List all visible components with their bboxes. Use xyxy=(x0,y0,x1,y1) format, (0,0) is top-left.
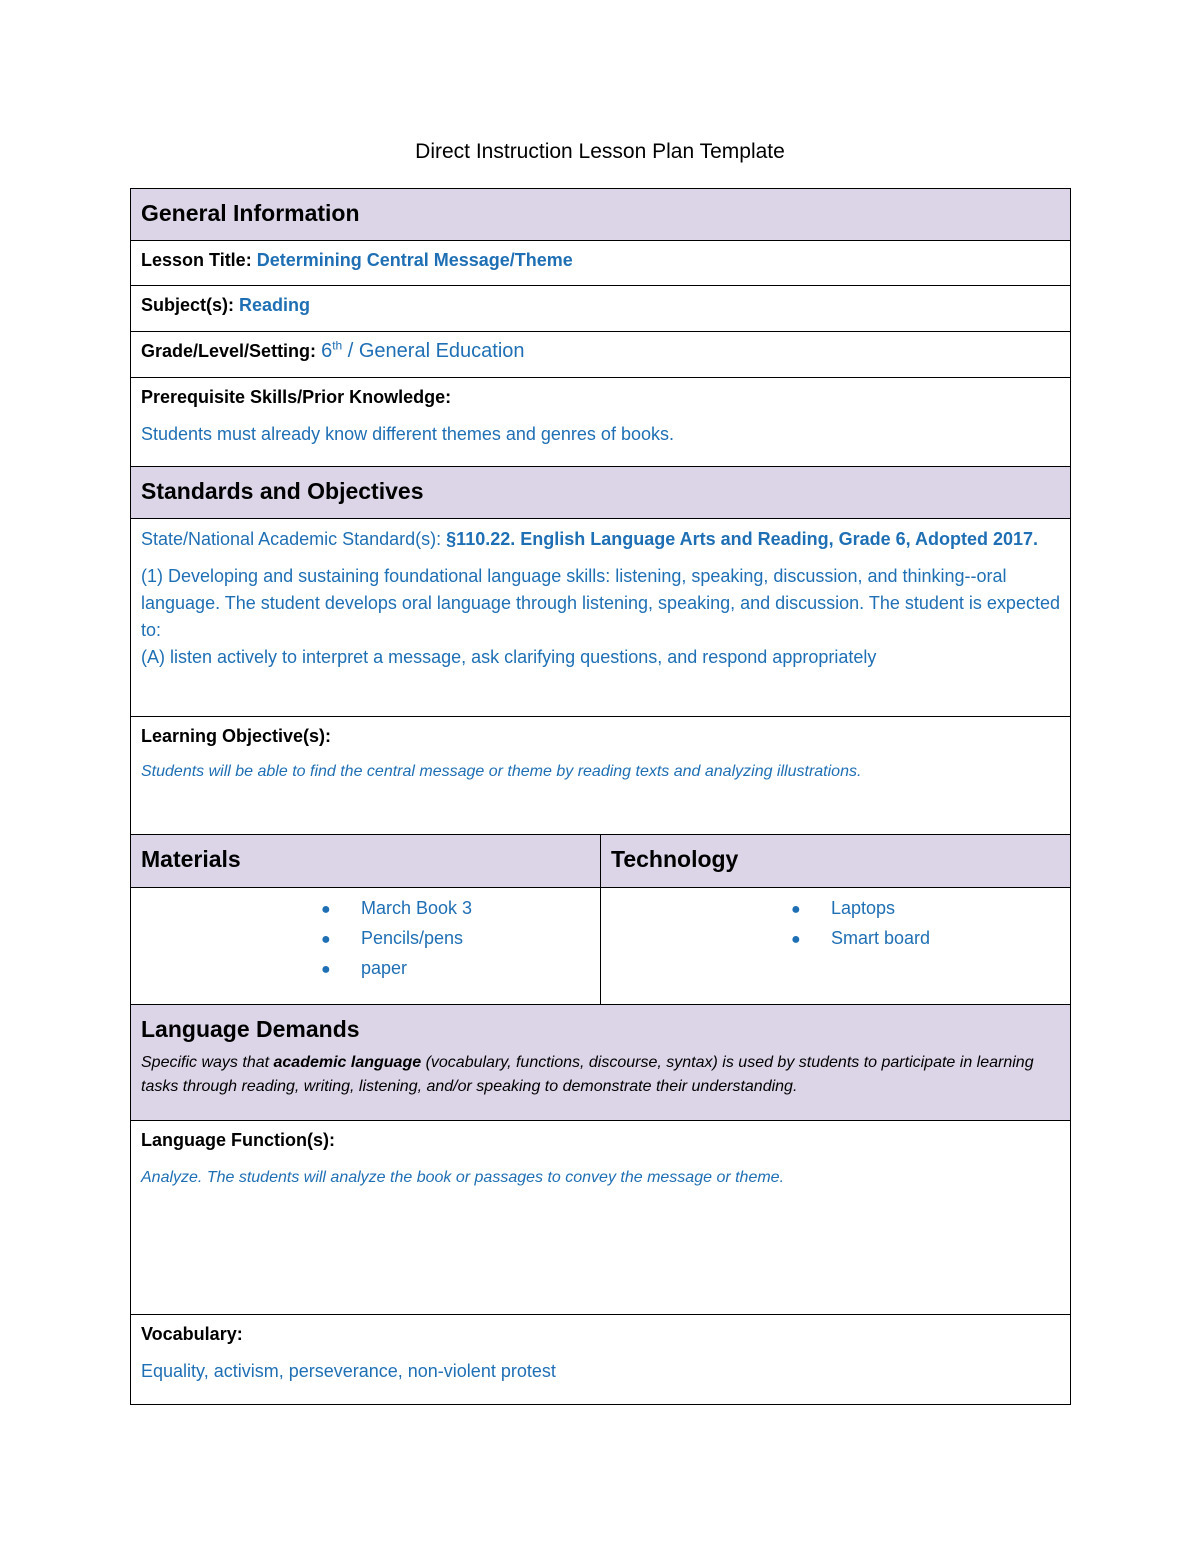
section-title: Language Demands xyxy=(141,1016,360,1042)
technology-list xyxy=(611,894,1060,954)
grade-number: 6 xyxy=(321,340,333,362)
section-title: Standards and Objectives xyxy=(141,478,424,504)
subject-value: Reading xyxy=(239,295,311,315)
subject-row xyxy=(131,286,1071,332)
list-item-label: Pencils/pens xyxy=(361,928,464,948)
grade-value xyxy=(321,340,524,362)
grade-row xyxy=(131,332,1071,378)
list-item xyxy=(321,924,590,954)
lesson-plan-table xyxy=(130,188,1071,1405)
list-item-label: March Book 3 xyxy=(361,898,473,918)
list-item-label: paper xyxy=(361,958,408,978)
standards-row xyxy=(131,519,1071,717)
subject-label: Subject(s): xyxy=(141,295,235,315)
language-function-label: Language Function(s): xyxy=(141,1130,335,1150)
language-demands-description xyxy=(141,1051,1060,1099)
grade-setting: / General Education xyxy=(342,340,525,362)
general-information-header xyxy=(131,189,1071,241)
list-item-label: Laptops xyxy=(831,898,896,918)
standard-label: State/National Academic Standard(s): xyxy=(141,529,442,549)
language-function-text: Analyze. The students will analyze the book or passages to convey the message or theme. xyxy=(141,1169,785,1186)
description-text: (vocabulary, functions, discourse, syntax) is used by students to participate in learning tasks through reading, writing, listening, and/or speaking to demonstrate their understanding. xyxy=(141,1054,1034,1095)
section-title: General Information xyxy=(141,200,360,226)
standard-item: (A) listen actively to interpret a message, ask clarifying questions, and respond appropriately xyxy=(141,647,877,667)
bullet-icon: ● xyxy=(791,901,801,918)
materials-header xyxy=(131,835,601,888)
list-item xyxy=(321,954,590,984)
objective-label: Learning Objective(s): xyxy=(141,726,332,746)
vocabulary-label: Vocabulary: xyxy=(141,1324,243,1344)
bullet-icon: ● xyxy=(321,931,331,948)
bullet-icon: ● xyxy=(791,931,801,948)
section-title: Materials xyxy=(141,846,241,872)
section-title: Technology xyxy=(611,846,739,872)
language-demands-header xyxy=(131,1005,1071,1121)
lesson-title-value: Determining Central Message/Theme xyxy=(256,250,573,270)
grade-suffix: th xyxy=(332,338,343,353)
description-text: Specific ways that xyxy=(141,1054,274,1071)
vocabulary-text: Equality, activism, perseverance, non-violent protest xyxy=(141,1361,556,1381)
standard-body: (1) Developing and sustaining foundational language skills: listening, speaking, discussion, and thinking--oral language. The student develops oral language through listening, speaking, and discussion. The student is expected to: xyxy=(141,566,1060,640)
list-item xyxy=(791,894,1060,924)
prerequisite-row xyxy=(131,378,1071,467)
description-emphasis: academic language xyxy=(273,1054,422,1071)
materials-list-cell xyxy=(131,888,601,1005)
language-function-row xyxy=(131,1121,1071,1315)
list-item-label: Smart board xyxy=(831,928,931,948)
list-item xyxy=(791,924,1060,954)
prerequisite-label: Prerequisite Skills/Prior Knowledge: xyxy=(141,387,452,407)
standards-objectives-header xyxy=(131,467,1071,519)
materials-list xyxy=(141,894,590,984)
lesson-title-label: Lesson Title: xyxy=(141,250,252,270)
vocabulary-row xyxy=(131,1315,1071,1405)
standard-title: §110.22. English Language Arts and Reading, Grade 6, Adopted 2017. xyxy=(446,529,1039,549)
list-item xyxy=(321,894,590,924)
grade-label: Grade/Level/Setting: xyxy=(141,341,317,361)
document-title: Direct Instruction Lesson Plan Template xyxy=(415,140,785,163)
prerequisite-text: Students must already know different themes and genres of books. xyxy=(141,424,674,444)
bullet-icon: ● xyxy=(321,901,331,918)
technology-list-cell xyxy=(601,888,1071,1005)
technology-header xyxy=(601,835,1071,888)
bullet-icon: ● xyxy=(321,961,331,978)
objective-row xyxy=(131,717,1071,835)
objective-text: Students will be able to find the central message or theme by reading texts and analyzing illustrations. xyxy=(141,763,862,780)
lesson-title-row xyxy=(131,241,1071,286)
